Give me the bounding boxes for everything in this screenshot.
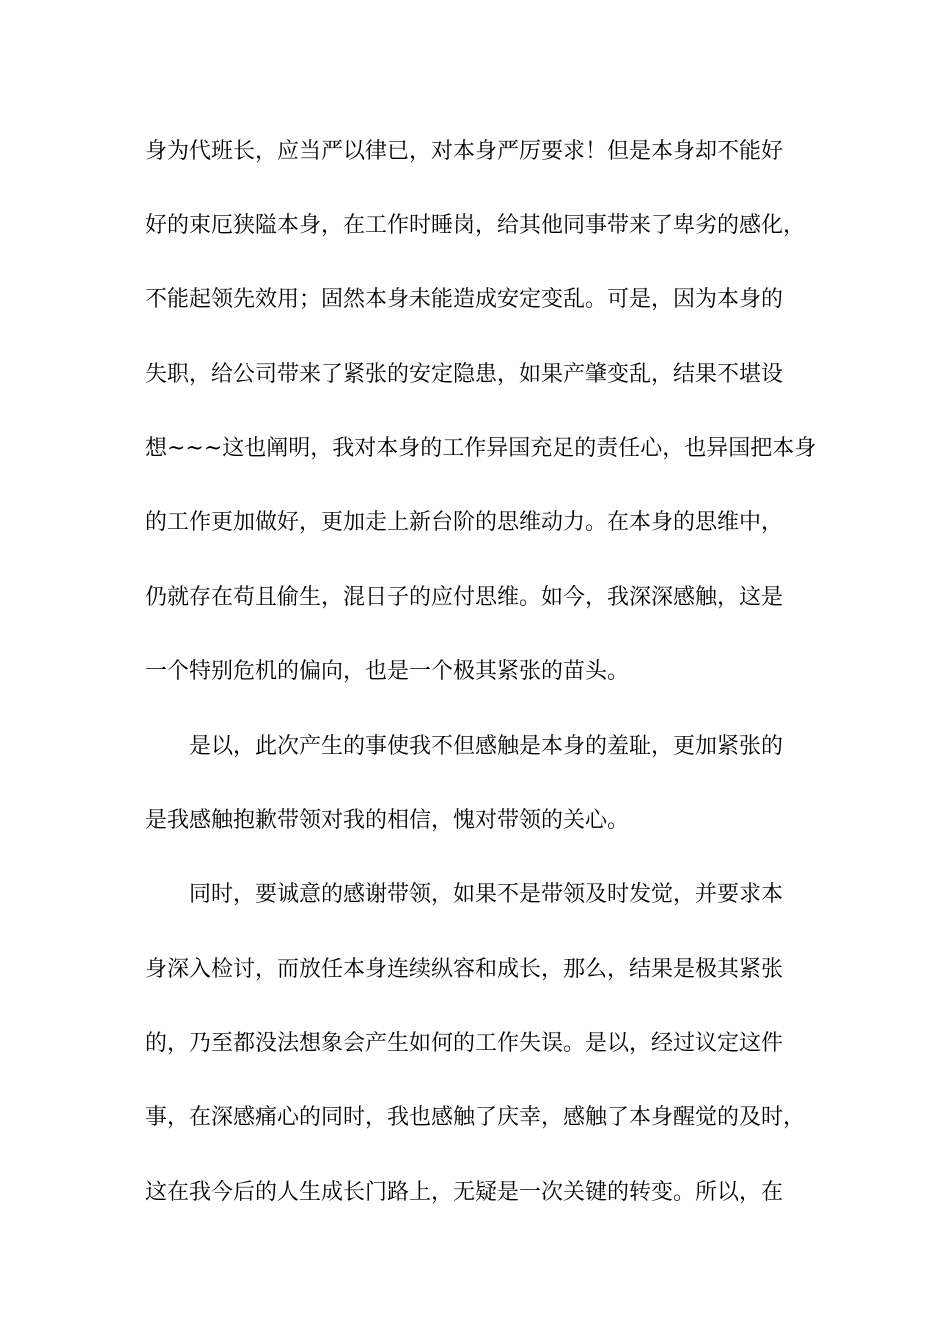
text-line: 是我感触抱歉带领对我的相信，愧对带领的关心。 (145, 808, 630, 833)
text-line: 仍就存在苟且偷生，混日子的应付思维。如今，我深深感触，这是 (145, 585, 784, 610)
text-line: 失职，给公司带来了紧张的安定隐患，如果产肇变乱，结果不堪设 (145, 362, 784, 387)
text-line: 一个特别危机的偏向，也是一个极其紧张的苗头。 (145, 659, 630, 684)
paragraph-first-line: 是以，此次产生的事使我不但感触是本身的羞耻，更加紧张的 (189, 734, 784, 759)
text-line: 身为代班长，应当严以律已，对本身严厉要求！但是本身却不能好 (145, 139, 784, 164)
text-line: 这在我今后的人生成长门路上，无疑是一次关键的转变。所以，在 (145, 1180, 784, 1205)
text-line: 不能起领先效用；固然本身未能造成安定变乱。可是，因为本身的 (145, 287, 784, 312)
text-line: 身深入检讨，而放任本身连续纵容和成长，那么，结果是极其紧张 (145, 957, 784, 982)
text-line: 想~~~这也阐明，我对本身的工作异国充足的责任心，也异国把本身 (145, 436, 817, 461)
text-line: 的，乃至都没法想象会产生如何的工作失误。是以，经过议定这件 (145, 1031, 784, 1056)
text-line: 的工作更加做好，更加走上新台阶的思维动力。在本身的思维中， (145, 510, 784, 535)
text-line: 好的束厄狭隘本身，在工作时睡岗，给其他同事带来了卑劣的感化， (145, 213, 806, 238)
text-line: 事，在深感痛心的同时，我也感触了庆幸，感触了本身醒觉的及时， (145, 1105, 806, 1130)
paragraph-first-line: 同时，要诚意的感谢带领，如果不是带领及时发觉，并要求本 (189, 882, 784, 907)
